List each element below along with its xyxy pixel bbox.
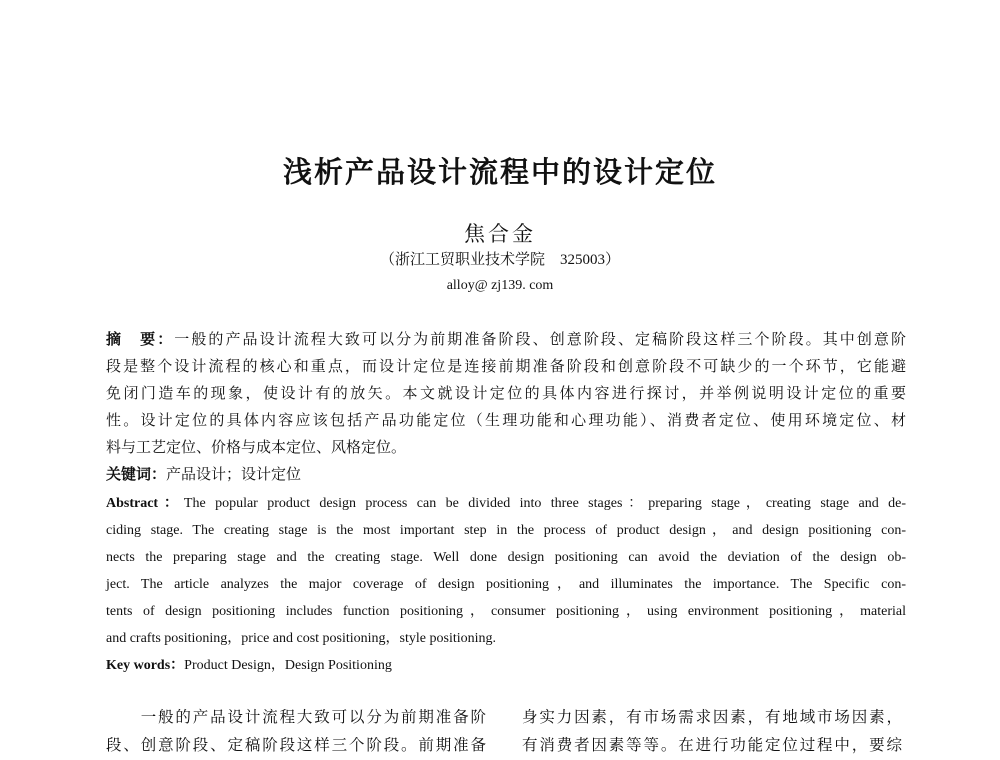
abstract-en-line: and crafts positioning，price and cost positioning，style positioning. [106, 631, 497, 646]
keywords-cn: 关键词：产品设计；设计定位 [106, 467, 302, 483]
abstract-cn-line: 性。设计定位的具体内容应该包括产品功能定位（生理功能和心理功能）、消费者定位、使用环境定位、材 [106, 413, 906, 429]
abstract-cn-line: 料与工艺定位、价格与成本定位、风格定位。 [106, 440, 407, 456]
body-right-line: 身实力因素，有市场需求因素，有地域市场因素， [522, 709, 902, 726]
abstract-en-line: nects the preparing stage and the creating stage. Well done design positioning can avoid the deviation of the design ob- [106, 550, 906, 565]
abstract-en-label: Abstract： [106, 496, 184, 511]
keywords-en: Key words：Product Design，Design Positioning [106, 658, 392, 673]
abstract-cn-line: 免闭门造车的现象，使设计有的放矢。本文就设计定位的具体内容进行探讨，并举例说明设计定位的重要 [106, 386, 906, 402]
body-right-line: 有消费者因素等等。在进行功能定位过程中，要综 [522, 737, 902, 754]
paper-title: 浅析产品设计流程中的设计定位 [282, 157, 717, 189]
body-left-line: 一般的产品设计流程大致可以分为前期准备阶 [106, 709, 486, 726]
abstract-en-line: tents of design positioning includes function positioning，consumer positioning，using environment positioning，material [106, 604, 906, 619]
author: 焦合金 [464, 222, 536, 246]
abstract-en-line: ciding stage. The creating stage is the most important step in the process of product design，and design positioning con- [106, 523, 906, 538]
abstract-en-line: Abstract：The popular product design process can be divided into three stages：preparing stage，creating stage and de- [106, 496, 906, 511]
abstract-en-line: ject. The article analyzes the major coverage of design positioning，and illuminates the importance. The Specific con- [106, 577, 906, 592]
body-left-line: 段、创意阶段、定稿阶段这样三个阶段。前期准备 [106, 737, 486, 754]
abstract-cn-label: 摘 要： [106, 332, 175, 348]
abstract-cn-line: 摘 要：一般的产品设计流程大致可以分为前期准备阶段、创意阶段、定稿阶段这样三个阶段。其中创意阶 [106, 332, 906, 348]
affiliation: （浙江工贸职业技术学院 325003） [379, 252, 620, 268]
author-email: alloy@ zj139. com [446, 278, 554, 293]
abstract-cn-line: 段是整个设计流程的核心和重点，而设计定位是连接前期准备阶段和创意阶段不可缺少的一个环节，它能避 [106, 359, 906, 375]
